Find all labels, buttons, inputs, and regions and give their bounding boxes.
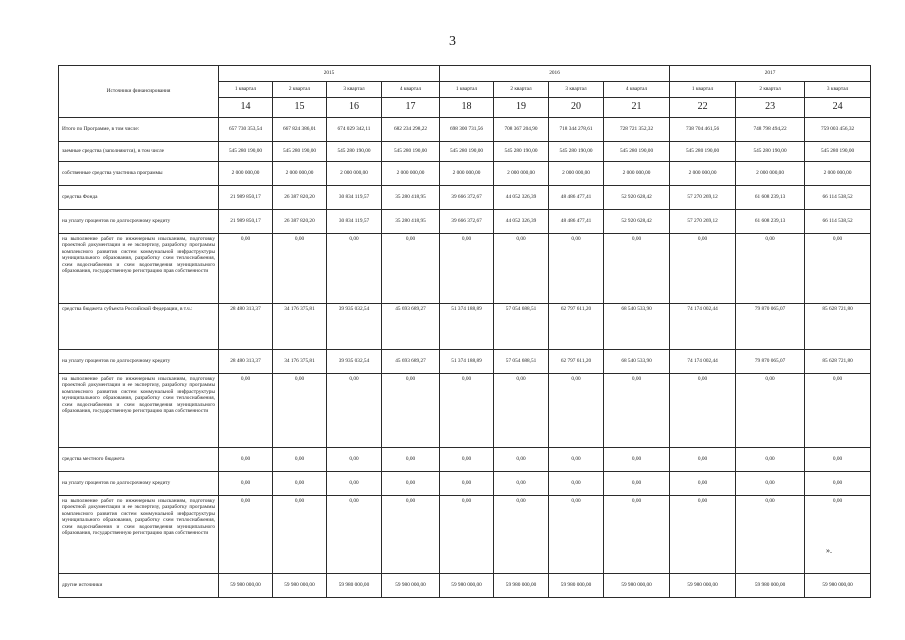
value-cell: 0,00 <box>670 496 736 574</box>
footer-mark: ». <box>826 546 832 555</box>
value-cell: 68 540 533,90 <box>604 304 670 350</box>
value-cell: 545 280 190,00 <box>494 142 549 162</box>
value-cell: 0,00 <box>273 496 327 574</box>
value-cell: 45 693 689,27 <box>382 350 440 374</box>
row-source-label: на уплату процентов по долгосрочному кредиту <box>59 350 219 374</box>
value-cell: 85 628 721,80 <box>805 304 871 350</box>
value-cell: 667 824 386,01 <box>273 118 327 142</box>
value-cell: 79 870 065,07 <box>736 350 805 374</box>
value-cell: 0,00 <box>273 374 327 448</box>
value-cell: 59 980 000,00 <box>670 574 736 598</box>
value-cell: 0,00 <box>805 448 871 472</box>
value-cell: 39 666 372,67 <box>440 186 494 210</box>
header-quarter-cell: 4 квартал <box>382 82 440 98</box>
value-cell: 21 989 850,17 <box>219 210 273 234</box>
value-cell: 0,00 <box>219 472 273 496</box>
value-cell: 0,00 <box>736 448 805 472</box>
value-cell: 35 280 418,95 <box>382 186 440 210</box>
value-cell: 21 989 850,17 <box>219 186 273 210</box>
value-cell: 0,00 <box>604 374 670 448</box>
value-cell: 0,00 <box>273 472 327 496</box>
value-cell: 545 280 190,00 <box>805 142 871 162</box>
value-cell: 0,00 <box>604 234 670 304</box>
table-row <box>59 186 871 210</box>
value-cell: 0,00 <box>805 374 871 448</box>
value-cell: 0,00 <box>219 234 273 304</box>
value-cell: 59 980 000,00 <box>219 574 273 598</box>
value-cell: 45 693 689,27 <box>382 304 440 350</box>
value-cell: 674 029 342,11 <box>327 118 382 142</box>
header-quarter-cell: 3 квартал <box>327 82 382 98</box>
value-cell: 0,00 <box>549 496 604 574</box>
value-cell: 0,00 <box>549 374 604 448</box>
value-cell: 66 114 538,52 <box>805 210 871 234</box>
table-row <box>59 118 871 142</box>
value-cell: 0,00 <box>494 496 549 574</box>
value-cell: 59 980 000,00 <box>382 574 440 598</box>
value-cell: 545 280 190,00 <box>670 142 736 162</box>
value-cell: 0,00 <box>219 374 273 448</box>
value-cell: 44 052 326,39 <box>494 186 549 210</box>
value-cell: 545 280 190,00 <box>604 142 670 162</box>
value-cell: 68 540 533,90 <box>604 350 670 374</box>
table-row <box>59 496 871 574</box>
header-column-number: 16 <box>327 98 382 118</box>
value-cell: 0,00 <box>273 234 327 304</box>
row-source-label: заемные средства (заполняются), в том числе <box>59 142 219 162</box>
table-row <box>59 304 871 350</box>
value-cell: 2 000 000,00 <box>805 162 871 186</box>
header-column-number: 15 <box>273 98 327 118</box>
value-cell: 39 935 032,54 <box>327 304 382 350</box>
value-cell: 34 176 375,81 <box>273 304 327 350</box>
value-cell: 59 980 000,00 <box>736 574 805 598</box>
header-quarter-cell: 1 квартал <box>219 82 273 98</box>
value-cell: 2 000 000,00 <box>670 162 736 186</box>
value-cell: 748 798 494,22 <box>736 118 805 142</box>
value-cell: 0,00 <box>327 234 382 304</box>
value-cell: 2 000 000,00 <box>494 162 549 186</box>
value-cell: 698 300 731,56 <box>440 118 494 142</box>
value-cell: 0,00 <box>382 448 440 472</box>
value-cell: 2 000 000,00 <box>736 162 805 186</box>
value-cell: 0,00 <box>670 448 736 472</box>
value-cell: 30 834 119,57 <box>327 186 382 210</box>
header-quarter-cell: 1 квартал <box>670 82 736 98</box>
value-cell: 545 280 190,00 <box>273 142 327 162</box>
row-source-label: средства Фонда <box>59 186 219 210</box>
header-column-number: 19 <box>494 98 549 118</box>
header-quarter-cell: 2 квартал <box>273 82 327 98</box>
header-column-number: 18 <box>440 98 494 118</box>
header-quarter-cell: 2 квартал <box>736 82 805 98</box>
value-cell: 0,00 <box>219 448 273 472</box>
value-cell: 52 920 628,42 <box>604 186 670 210</box>
value-cell: 0,00 <box>327 374 382 448</box>
value-cell: 545 280 190,00 <box>382 142 440 162</box>
value-cell: 28 480 313,37 <box>219 304 273 350</box>
value-cell: 0,00 <box>549 472 604 496</box>
table-row <box>59 574 871 598</box>
header-quarter-cell: 4 квартал <box>604 82 670 98</box>
row-source-label: Итого по Программе, в том числе: <box>59 118 219 142</box>
row-source-label: другие источники <box>59 574 219 598</box>
value-cell: 0,00 <box>440 472 494 496</box>
value-cell: 85 628 721,80 <box>805 350 871 374</box>
header-column-number: 23 <box>736 98 805 118</box>
value-cell: 74 174 002,44 <box>670 304 736 350</box>
value-cell: 0,00 <box>440 234 494 304</box>
value-cell: 0,00 <box>382 234 440 304</box>
header-quarter-cell: 3 квартал <box>549 82 604 98</box>
value-cell: 59 980 000,00 <box>327 574 382 598</box>
value-cell: 0,00 <box>494 234 549 304</box>
value-cell: 30 834 119,57 <box>327 210 382 234</box>
table-row <box>59 234 871 304</box>
value-cell: 57 054 688,51 <box>494 350 549 374</box>
value-cell: 545 280 190,00 <box>549 142 604 162</box>
value-cell: 0,00 <box>805 472 871 496</box>
value-cell: 0,00 <box>327 496 382 574</box>
value-cell: 0,00 <box>494 374 549 448</box>
value-cell: 0,00 <box>327 472 382 496</box>
value-cell: 0,00 <box>604 472 670 496</box>
header-column-number: 17 <box>382 98 440 118</box>
value-cell: 0,00 <box>382 374 440 448</box>
header-year-2015: 2015 <box>219 66 440 82</box>
header-year-2016: 2016 <box>440 66 670 82</box>
value-cell: 35 280 418,95 <box>382 210 440 234</box>
value-cell: 0,00 <box>604 496 670 574</box>
value-cell: 0,00 <box>327 448 382 472</box>
header-quarter-cell: 3 квартал <box>805 82 871 98</box>
value-cell: 2 000 000,00 <box>273 162 327 186</box>
value-cell: 34 176 375,81 <box>273 350 327 374</box>
value-cell: 59 980 000,00 <box>604 574 670 598</box>
page-number: 3 <box>449 34 456 49</box>
value-cell: 759 003 456,32 <box>805 118 871 142</box>
value-cell: 545 280 190,00 <box>440 142 494 162</box>
value-cell: 48 486 477,41 <box>549 210 604 234</box>
value-cell: 44 052 326,39 <box>494 210 549 234</box>
value-cell: 26 387 820,20 <box>273 210 327 234</box>
value-cell: 61 608 239,13 <box>736 186 805 210</box>
value-cell: 74 174 002,44 <box>670 350 736 374</box>
value-cell: 59 980 000,00 <box>549 574 604 598</box>
value-cell: 545 280 190,00 <box>736 142 805 162</box>
value-cell: 66 114 538,52 <box>805 186 871 210</box>
value-cell: 0,00 <box>382 496 440 574</box>
value-cell: 0,00 <box>805 496 871 574</box>
value-cell: 0,00 <box>549 234 604 304</box>
header-column-number: 24 <box>805 98 871 118</box>
value-cell: 682 234 298,22 <box>382 118 440 142</box>
row-source-label: средства местного бюджета <box>59 448 219 472</box>
row-source-label: на уплату процентов по долгосрочному кредиту <box>59 210 219 234</box>
table-row <box>59 374 871 448</box>
value-cell: 39 666 372,67 <box>440 210 494 234</box>
value-cell: 59 980 000,00 <box>273 574 327 598</box>
value-cell: 0,00 <box>494 448 549 472</box>
value-cell: 2 000 000,00 <box>549 162 604 186</box>
value-cell: 0,00 <box>273 448 327 472</box>
value-cell: 0,00 <box>440 496 494 574</box>
header-quarter-cell: 1 квартал <box>440 82 494 98</box>
value-cell: 0,00 <box>736 374 805 448</box>
value-cell: 0,00 <box>440 374 494 448</box>
value-cell: 0,00 <box>805 234 871 304</box>
value-cell: 2 000 000,00 <box>382 162 440 186</box>
value-cell: 2 000 000,00 <box>440 162 494 186</box>
table-body <box>59 66 871 598</box>
value-cell: 738 704 461,56 <box>670 118 736 142</box>
value-cell: 79 870 065,07 <box>736 304 805 350</box>
value-cell: 708 367 204,90 <box>494 118 549 142</box>
value-cell: 0,00 <box>736 496 805 574</box>
value-cell: 28 480 313,37 <box>219 350 273 374</box>
value-cell: 0,00 <box>670 472 736 496</box>
value-cell: 51 374 188,89 <box>440 304 494 350</box>
value-cell: 57 270 269,12 <box>670 210 736 234</box>
header-quarter-cell: 2 квартал <box>494 82 549 98</box>
header-source-label: Источники финансирования <box>59 66 219 118</box>
value-cell: 718 344 278,61 <box>549 118 604 142</box>
value-cell: 52 920 628,42 <box>604 210 670 234</box>
value-cell: 0,00 <box>670 374 736 448</box>
row-source-label: средства бюджета субъекта Российской Федерации, в т.ч.: <box>59 304 219 350</box>
value-cell: 0,00 <box>670 234 736 304</box>
row-source-label: на выполнение работ по инженерным изысканиям, подготовку проектной документации и ее экспертизу, разработку программы комплексного развития систем коммунальной инфраструктуры муниципального образования, разработку схем теплоснабжения, схем водоснабжения и схем водоотведения муниципального образования, государственную регистрацию прав собственности <box>59 234 219 304</box>
value-cell: 48 486 477,41 <box>549 186 604 210</box>
header-column-number: 21 <box>604 98 670 118</box>
value-cell: 0,00 <box>736 472 805 496</box>
value-cell: 57 270 269,12 <box>670 186 736 210</box>
value-cell: 0,00 <box>736 234 805 304</box>
value-cell: 59 980 000,00 <box>494 574 549 598</box>
value-cell: 0,00 <box>549 448 604 472</box>
table-row <box>59 472 871 496</box>
value-cell: 0,00 <box>604 448 670 472</box>
value-cell: 0,00 <box>440 448 494 472</box>
table-row <box>59 448 871 472</box>
value-cell: 2 000 000,00 <box>604 162 670 186</box>
value-cell: 26 387 820,20 <box>273 186 327 210</box>
value-cell: 57 054 688,51 <box>494 304 549 350</box>
header-year-2017: 2017 <box>670 66 871 82</box>
value-cell: 59 980 000,00 <box>805 574 871 598</box>
table-row <box>59 142 871 162</box>
table-row <box>59 210 871 234</box>
value-cell: 0,00 <box>219 496 273 574</box>
value-cell: 545 280 190,00 <box>327 142 382 162</box>
table-row <box>59 350 871 374</box>
value-cell: 0,00 <box>382 472 440 496</box>
value-cell: 657 730 353,54 <box>219 118 273 142</box>
header-column-number: 20 <box>549 98 604 118</box>
row-source-label: на выполнение работ по инженерным изысканиям, подготовку проектной документации и ее экспертизу, разработку программы комплексного развития систем коммунальной инфраструктуры муниципального образования, разработку схем теплоснабжения, схем водоснабжения и схем водоотведения муниципального образования, государственную регистрацию прав собственности <box>59 496 219 574</box>
header-column-number: 22 <box>670 98 736 118</box>
financing-table <box>58 65 871 598</box>
row-source-label: на уплату процентов по долгосрочному кредиту <box>59 472 219 496</box>
value-cell: 2 000 000,00 <box>219 162 273 186</box>
value-cell: 59 980 000,00 <box>440 574 494 598</box>
value-cell: 62 797 611,20 <box>549 304 604 350</box>
value-cell: 545 280 190,00 <box>219 142 273 162</box>
value-cell: 62 797 611,20 <box>549 350 604 374</box>
value-cell: 0,00 <box>494 472 549 496</box>
row-source-label: на выполнение работ по инженерным изысканиям, подготовку проектной документации и ее экспертизу, разработку программы комплексного развития систем коммунальной инфраструктуры муниципального образования, разработку схем теплоснабжения, схем водоснабжения и схем водоотведения муниципального образования, государственную регистрацию прав собственности <box>59 374 219 448</box>
value-cell: 39 935 032,54 <box>327 350 382 374</box>
value-cell: 61 608 239,13 <box>736 210 805 234</box>
value-cell: 51 374 188,89 <box>440 350 494 374</box>
table-row <box>59 162 871 186</box>
row-source-label: собственные средства участника программы <box>59 162 219 186</box>
header-column-number: 14 <box>219 98 273 118</box>
value-cell: 728 721 352,32 <box>604 118 670 142</box>
header-years-row <box>59 66 871 82</box>
value-cell: 2 000 000,00 <box>327 162 382 186</box>
